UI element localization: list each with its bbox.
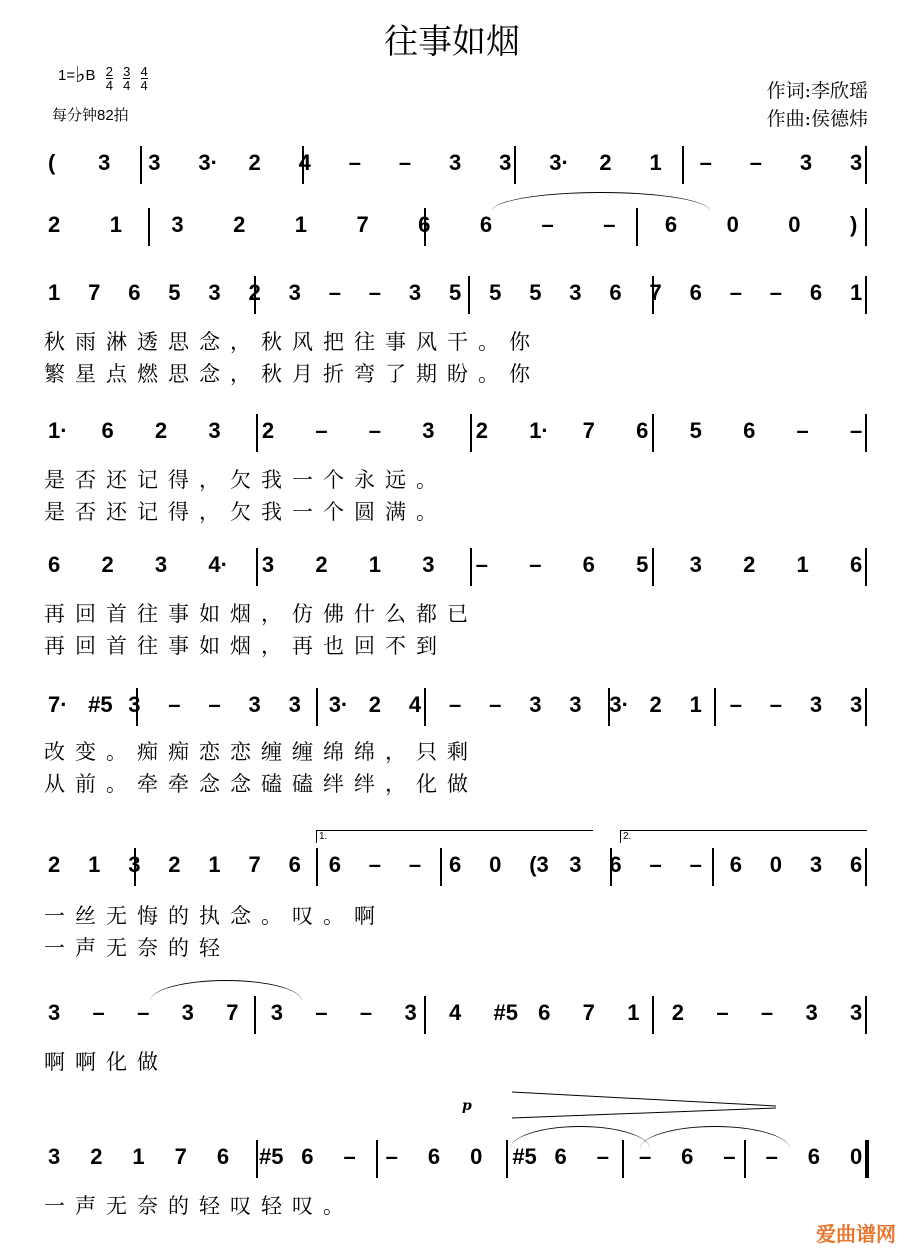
note: – [368,418,382,443]
note: 3 [850,150,863,175]
barline [865,208,867,246]
note: #5 [512,1144,537,1169]
key-prefix: 1= [58,67,76,84]
note: – [769,692,783,717]
barline [140,146,142,184]
note: 3 [248,692,261,717]
music-line-7 [0,848,904,888]
note: 6 [689,280,702,305]
note: – [137,1000,150,1025]
note: – [368,852,382,877]
note: 3 [850,692,863,717]
note: – [208,692,221,717]
barline [865,414,867,452]
note: – [92,1000,105,1025]
note: – [489,692,502,717]
note: 3 [171,212,184,237]
note: 5 [489,280,502,305]
music-line-4 [0,414,904,454]
note: 6 [681,1144,694,1169]
note: 2 [233,212,246,237]
note: 5 [449,280,462,305]
barline [254,996,256,1034]
note: 2 [154,418,168,443]
note: 3 [529,692,542,717]
note: 0 [769,852,783,877]
note: – [315,418,328,443]
note: 1 [132,1144,145,1169]
note: 1 [850,280,863,305]
note: 6 [449,852,462,877]
note: – [760,1000,774,1025]
barline [865,146,867,184]
music-line-1 [0,146,904,186]
lyrics-verse-2: 繁星点燃思念，秋月折弯了期盼。你 [44,362,540,386]
note: – [343,1144,356,1169]
note: 6 [216,1144,230,1169]
note: 3 [689,552,702,577]
note: 6 [850,552,863,577]
note: 3 [48,1144,61,1169]
note: 4 [408,692,422,717]
note: 3 [404,1000,417,1025]
note: – [408,852,422,877]
note: 6 [538,1000,551,1025]
note: 6 [729,852,742,877]
volta-first-ending: 1. [316,830,593,843]
barline [506,1140,508,1178]
note: 5 [689,418,702,443]
note: 1 [208,852,221,877]
barline [440,848,442,886]
note: 3 [270,1000,284,1025]
note: 3 [128,852,141,877]
barline [682,146,684,184]
note: #5 [259,1144,284,1169]
note: 3· [198,150,218,175]
lyrics-verse-1: 一声无奈的轻叹轻叹。 [44,1194,354,1218]
note: – [716,1000,729,1025]
slur [150,980,302,1001]
note: 6 [582,552,595,577]
note: – [529,552,542,577]
note: – [723,1144,736,1169]
note: – [765,1144,778,1169]
lyrics-verse-1: 啊啊化做 [44,1050,168,1074]
barline [714,688,716,726]
note: 3 [98,150,111,175]
note: 2 [48,852,61,877]
note: 2 [368,692,382,717]
volta-second-ending: 2. [620,830,867,843]
note: – [638,1144,652,1169]
barline [514,146,516,184]
note: #5 [493,1000,519,1025]
note: – [729,692,742,717]
note: 0 [726,212,739,237]
note: 0 [470,1144,483,1169]
note: 2 [248,280,261,305]
note: – [449,692,462,717]
song-title: 往事如烟 [384,22,520,62]
note: 6 [809,280,823,305]
note: – [328,280,341,305]
music-line-2 [0,208,904,248]
note: 3 [569,692,582,717]
music-line-6 [0,688,904,728]
music-line-3 [0,276,904,316]
lyrics-verse-2: 从前。牵牵念念磕磕绊绊，化做 [44,772,478,796]
note: 6 [609,280,622,305]
note: – [168,692,181,717]
lyrics-verse-1: 改变。痴痴恋恋缠缠绵绵，只剩 [44,740,478,764]
note: – [850,418,863,443]
note: #5 [88,692,113,717]
note: 7 [582,418,595,443]
lyrics-verse-2: 一声无奈的轻 [44,936,230,960]
note: – [769,280,783,305]
lyrics-verse-1: 秋雨淋透思念，秋风把往事风干。你 [44,330,540,354]
note: 1· [48,418,68,443]
note: 0 [489,852,502,877]
note: 7 [649,280,662,305]
flat-icon: ♭ [75,62,86,87]
note: 6 [554,1144,567,1169]
note: 2 [599,150,612,175]
dynamic-mark: p [462,1098,472,1114]
note: 7 [174,1144,187,1169]
note: – [596,1144,609,1169]
note: 7 [88,280,101,305]
note: 1 [48,280,61,305]
note: 2 [90,1144,103,1169]
note: 7· [48,692,68,717]
note: 6 [48,552,61,577]
note: 6 [101,418,114,443]
note: 0 [850,1144,863,1169]
watermark-logo: 爱曲谱网 [816,1222,896,1246]
barline [256,548,258,586]
note: – [699,150,712,175]
note: 3 [569,852,582,877]
note: 2 [649,692,662,717]
note: – [348,150,361,175]
note: – [649,852,662,877]
barline [652,414,654,452]
note: 2 [248,150,261,175]
note: 1 [368,552,382,577]
note: 1 [689,692,702,717]
lyrics-verse-1: 是否还记得，欠我一个永远。 [44,468,447,492]
note: 2 [101,552,114,577]
note: 1 [294,212,308,237]
note: 3 [422,552,435,577]
barline [636,208,638,246]
note: 3 [208,418,221,443]
note: – [475,552,488,577]
barline [865,548,867,586]
barline [865,688,867,726]
lyricist: 作词:李欣瑶 [766,80,868,102]
note: 6 [301,1144,314,1169]
note: 6 [427,1144,441,1169]
barline [652,996,654,1034]
note: (3 [529,852,549,877]
note: 7 [582,1000,595,1025]
slur [640,1126,790,1149]
note: – [359,1000,373,1025]
note: 1 [109,212,122,237]
lyrics-verse-1: 一丝无悔的执念。叹。啊 [44,904,385,928]
note: 6 [128,280,141,305]
tempo: 每分钟82拍 [52,107,129,124]
lyrics-verse-2: 是否还记得，欠我一个圆满。 [44,500,447,524]
note: 3 [805,1000,818,1025]
note: 4· [208,552,228,577]
barline [424,688,426,726]
barline [468,276,470,314]
note: 3 [799,150,813,175]
note: – [689,852,702,877]
note: – [315,1000,328,1025]
note: 3 [48,1000,61,1025]
note: 3 [288,692,301,717]
note: 1 [88,852,101,877]
note: – [398,150,412,175]
note: 3 [408,280,422,305]
note: – [749,150,762,175]
note: 1 [796,552,809,577]
key-signature [58,62,148,92]
note: 3 [181,1000,194,1025]
note: 7 [356,212,369,237]
note: – [385,1144,398,1169]
note: 3· [549,150,569,175]
time-signature-1: $\frac{2}{4}$ [105,64,113,93]
note: 2 [315,552,328,577]
slur [510,1126,650,1149]
note: 3 [569,280,582,305]
note: – [603,212,616,237]
note: 6 [850,852,863,877]
note: 3 [809,692,823,717]
barline [256,1140,258,1178]
note: – [796,418,809,443]
note: – [541,212,554,237]
note: 3 [154,552,168,577]
note: 6 [288,852,301,877]
note: 6 [636,418,649,443]
note: 3· [609,692,629,717]
note: 3 [449,150,462,175]
note: 1 [649,150,662,175]
note: 3 [128,692,141,717]
note: 7 [248,852,261,877]
barline [652,548,654,586]
barline [316,848,318,886]
note: – [729,280,742,305]
note: 3 [261,552,275,577]
note: 6 [743,418,756,443]
note: 6 [664,212,678,237]
note: 2 [475,418,488,443]
note: 2 [48,212,61,237]
note: 1· [529,418,549,443]
decrescendo-hairpin [510,1090,780,1120]
barline [316,688,318,726]
barline [865,996,867,1034]
note: 6 [479,212,493,237]
barline [256,414,258,452]
note: 3· [328,692,349,717]
note: 3 [809,852,823,877]
note: 3 [850,1000,863,1025]
key-note: B [85,67,96,84]
note: 6 [609,852,622,877]
note: 6 [807,1144,821,1169]
note: 2 [743,552,756,577]
note: 3 [288,280,301,305]
barline [148,208,150,246]
note: ( [48,150,56,175]
barline [865,276,867,314]
note: 6 [328,852,341,877]
time-signature-3: $\frac{4}{4}$ [140,64,148,93]
note: 5 [636,552,649,577]
barline [865,1140,869,1178]
note: 5 [529,280,542,305]
barline [470,414,472,452]
lyrics-verse-2: 再回首往事如烟，再也回不到 [44,634,447,658]
note: 2 [168,852,181,877]
music-line-8 [0,996,904,1036]
barline [865,848,867,886]
note: 0 [788,212,801,237]
note: 3 [208,280,221,305]
music-line-5 [0,548,904,588]
barline [424,996,426,1034]
note: ) [850,212,858,237]
note: 2 [261,418,275,443]
barline [712,848,714,886]
note: 3 [148,150,161,175]
note: 6 [418,212,431,237]
time-signature-2: $\frac{3}{4}$ [123,64,131,93]
note: 4 [298,150,311,175]
composer: 作曲:侯德炜 [766,108,868,130]
note: 4 [449,1000,462,1025]
lyrics-verse-1: 再回首往事如烟，仿佛什么都已 [44,602,478,626]
barline [470,548,472,586]
note: 3 [422,418,435,443]
note: 7 [226,1000,239,1025]
note: – [368,280,382,305]
note: 3 [499,150,512,175]
slur [492,192,710,211]
barline [376,1140,378,1178]
note: 2 [671,1000,685,1025]
note: 1 [627,1000,640,1025]
note: 5 [168,280,181,305]
